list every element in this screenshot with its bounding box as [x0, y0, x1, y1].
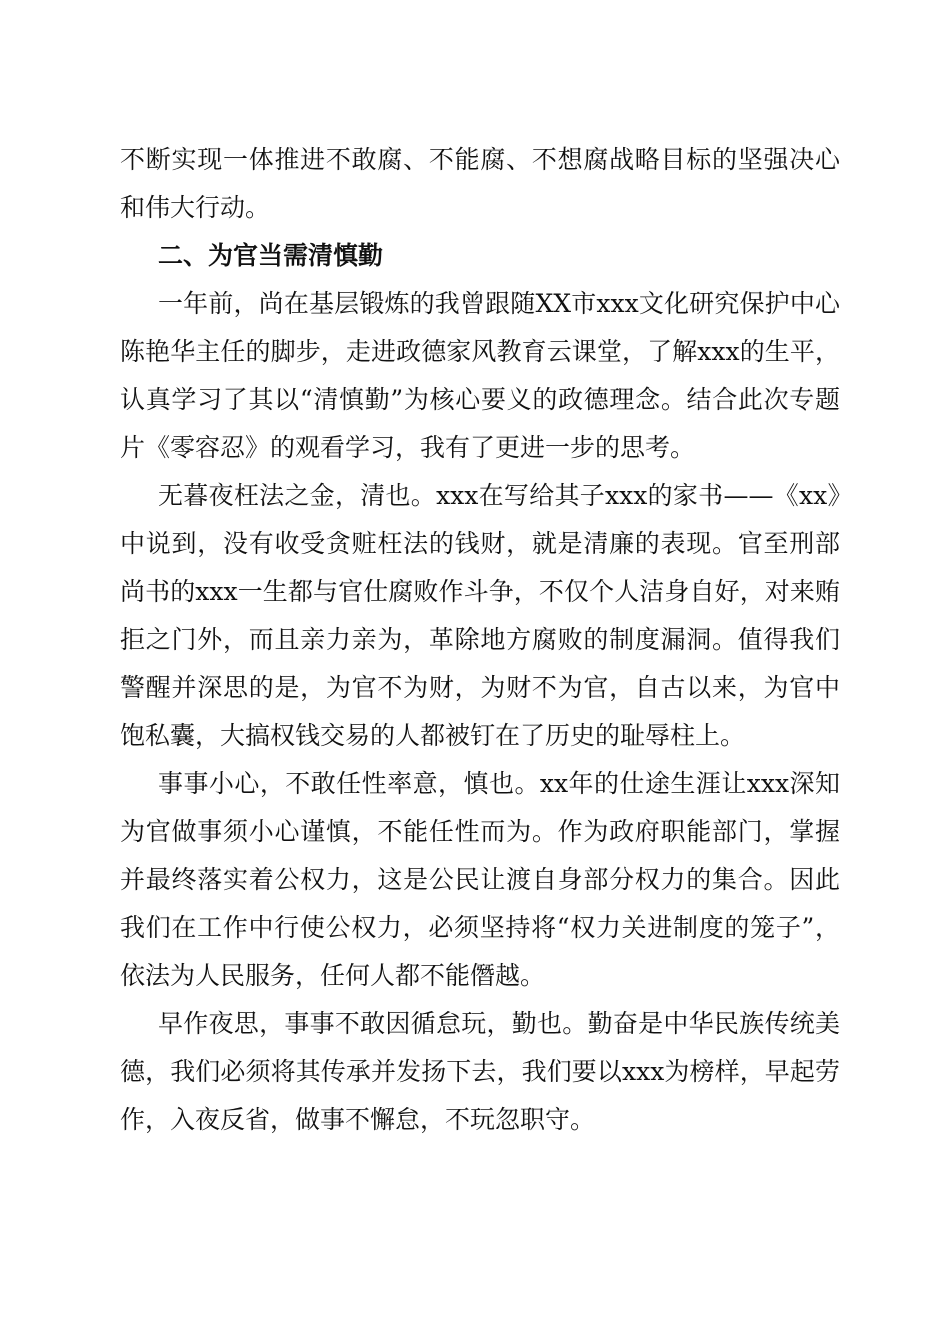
section-heading: 二、为官当需清慎勤: [158, 241, 384, 270]
body-paragraph-1: 一年前，尚在基层锻炼的我曾跟随XX市xxx文化研究保护中心陈艳华主任的脚步，走进政德家风教育云课堂，了解xxx的生平，认真学习了其以“清慎勤”为核心要义的政德理念。结合此次专题片《零容忍》的观看学习，我有了更进一步的思考。: [120, 289, 840, 462]
body-paragraph-2: 无暮夜枉法之金，清也。xxx在写给其子xxx的家书——《xx》中说到，没有收受贪赃枉法的钱财，就是清廉的表现。官至刑部尚书的xxx一生都与官仕腐败作斗争，不仅个人洁身自好，对来贿拒之门外，而且亲力亲为，革除地方腐败的制度漏洞。值得我们警醒并深思的是，为官不为财，为财不为官，自古以来，为官中饱私囊，大搞权钱交易的人都被钉在了历史的耻辱柱上。: [120, 481, 840, 750]
body-paragraph-4: 早作夜思，事事不敢因循怠玩，勤也。勤奋是中华民族传统美德，我们必须将其传承并发扬下去，我们要以xxx为榜样，早起劳作，入夜反省，做事不懈怠，不玩忽职守。: [120, 1009, 840, 1134]
continuation-paragraph: 不断实现一体推进不敢腐、不能腐、不想腐战略目标的坚强决心和伟大行动。: [120, 145, 840, 222]
body-paragraph-3: 事事小心，不敢任性率意，慎也。xx年的仕途生涯让xxx深知为官做事须小心谨慎，不能任性而为。作为政府职能部门，掌握并最终落实着公权力，这是公民让渡自身部分权力的集合。因此我们在工作中行使公权力，必须坚持将“权力关进制度的笼子”，依法为人民服务，任何人都不能僭越。: [120, 769, 840, 990]
document-page: [120, 136, 840, 1144]
